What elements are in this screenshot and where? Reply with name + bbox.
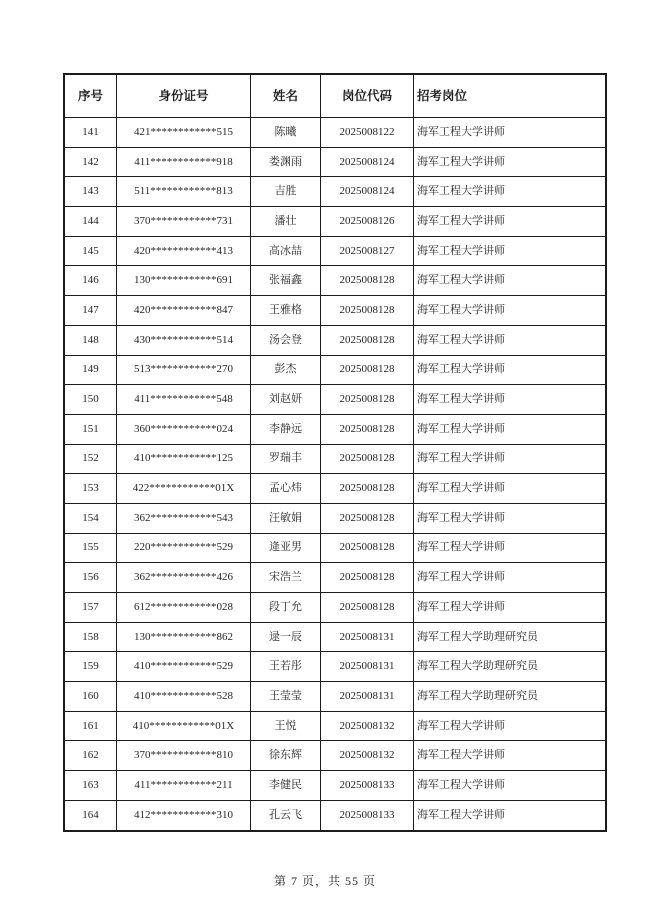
- cell-position-code: 2025008128: [321, 266, 414, 296]
- cell-name: 李健民: [251, 771, 321, 801]
- cell-serial-number: 158: [64, 622, 117, 652]
- cell-name: 孔云飞: [251, 800, 321, 830]
- table-row: [64, 711, 606, 741]
- cell-name: 彭杰: [251, 355, 321, 385]
- cell-id-number: 513************270: [117, 355, 251, 385]
- cell-id-number: 220************529: [117, 533, 251, 563]
- cell-id-number: 612************028: [117, 593, 251, 623]
- cell-id-number: 411************211: [117, 771, 251, 801]
- cell-position-code: 2025008124: [321, 147, 414, 177]
- cell-position-code: 2025008126: [321, 207, 414, 237]
- cell-serial-number: 148: [64, 325, 117, 355]
- cell-position-code: 2025008124: [321, 177, 414, 207]
- cell-position-code: 2025008131: [321, 622, 414, 652]
- cell-recruitment-position: 海军工程大学讲师: [414, 711, 607, 741]
- table-row: [64, 355, 606, 385]
- table-row: [64, 593, 606, 623]
- table-row: [64, 147, 606, 177]
- cell-name: 孟心炜: [251, 474, 321, 504]
- table-row: [64, 800, 606, 830]
- table-header: [64, 74, 606, 118]
- table-row: [64, 385, 606, 415]
- cell-recruitment-position: 海军工程大学讲师: [414, 593, 607, 623]
- table-row: [64, 741, 606, 771]
- cell-serial-number: 161: [64, 711, 117, 741]
- cell-serial-number: 143: [64, 177, 117, 207]
- cell-position-code: 2025008128: [321, 296, 414, 326]
- cell-id-number: 130************691: [117, 266, 251, 296]
- cell-serial-number: 151: [64, 414, 117, 444]
- table-row: [64, 771, 606, 801]
- cell-name: 汤会登: [251, 325, 321, 355]
- table-row: [64, 652, 606, 682]
- cell-serial-number: 162: [64, 741, 117, 771]
- cell-serial-number: 147: [64, 296, 117, 326]
- header-serial-number: 序号: [64, 74, 117, 118]
- cell-serial-number: 150: [64, 385, 117, 415]
- cell-position-code: 2025008132: [321, 711, 414, 741]
- cell-recruitment-position: 海军工程大学讲师: [414, 207, 607, 237]
- cell-name: 罗瑞丰: [251, 444, 321, 474]
- table-row: [64, 503, 606, 533]
- cell-recruitment-position: 海军工程大学讲师: [414, 741, 607, 771]
- cell-name: 娄渊雨: [251, 147, 321, 177]
- cell-id-number: 411************548: [117, 385, 251, 415]
- cell-id-number: 362************543: [117, 503, 251, 533]
- cell-position-code: 2025008128: [321, 325, 414, 355]
- cell-serial-number: 141: [64, 118, 117, 148]
- table-row: [64, 563, 606, 593]
- table-row: [64, 474, 606, 504]
- cell-recruitment-position: 海军工程大学讲师: [414, 385, 607, 415]
- cell-serial-number: 149: [64, 355, 117, 385]
- cell-position-code: 2025008132: [321, 741, 414, 771]
- cell-serial-number: 163: [64, 771, 117, 801]
- cell-serial-number: 160: [64, 682, 117, 712]
- page-number-indicator: 第 7 页，共 55 页: [273, 874, 376, 888]
- cell-position-code: 2025008131: [321, 652, 414, 682]
- table-row: [64, 533, 606, 563]
- table-row: [64, 266, 606, 296]
- cell-id-number: 410************528: [117, 682, 251, 712]
- cell-id-number: 422************01X: [117, 474, 251, 504]
- cell-serial-number: 152: [64, 444, 117, 474]
- cell-id-number: 410************125: [117, 444, 251, 474]
- cell-id-number: 430************514: [117, 325, 251, 355]
- cell-serial-number: 153: [64, 474, 117, 504]
- cell-position-code: 2025008133: [321, 800, 414, 830]
- table-row: [64, 207, 606, 237]
- table-body: [64, 118, 606, 831]
- cell-name: 段丁允: [251, 593, 321, 623]
- cell-id-number: 411************918: [117, 147, 251, 177]
- cell-serial-number: 159: [64, 652, 117, 682]
- table-row: [64, 444, 606, 474]
- cell-name: 潘壮: [251, 207, 321, 237]
- cell-recruitment-position: 海军工程大学讲师: [414, 444, 607, 474]
- cell-recruitment-position: 海军工程大学讲师: [414, 177, 607, 207]
- cell-recruitment-position: 海军工程大学助理研究员: [414, 622, 607, 652]
- cell-name: 王莹莹: [251, 682, 321, 712]
- cell-name: 陈曦: [251, 118, 321, 148]
- cell-recruitment-position: 海军工程大学讲师: [414, 236, 607, 266]
- cell-id-number: 420************413: [117, 236, 251, 266]
- cell-position-code: 2025008127: [321, 236, 414, 266]
- cell-recruitment-position: 海军工程大学讲师: [414, 147, 607, 177]
- cell-serial-number: 155: [64, 533, 117, 563]
- cell-id-number: 421************515: [117, 118, 251, 148]
- cell-id-number: 410************01X: [117, 711, 251, 741]
- table-row: [64, 236, 606, 266]
- cell-id-number: 130************862: [117, 622, 251, 652]
- cell-name: 徐东辉: [251, 741, 321, 771]
- table-row: [64, 622, 606, 652]
- cell-serial-number: 164: [64, 800, 117, 830]
- cell-id-number: 410************529: [117, 652, 251, 682]
- cell-id-number: 362************426: [117, 563, 251, 593]
- cell-id-number: 412************310: [117, 800, 251, 830]
- table-header-row: [64, 74, 606, 118]
- cell-serial-number: 146: [64, 266, 117, 296]
- cell-recruitment-position: 海军工程大学助理研究员: [414, 652, 607, 682]
- cell-id-number: 360************024: [117, 414, 251, 444]
- cell-position-code: 2025008128: [321, 503, 414, 533]
- cell-name: 李静远: [251, 414, 321, 444]
- cell-position-code: 2025008128: [321, 385, 414, 415]
- header-name: 姓名: [251, 74, 321, 118]
- cell-position-code: 2025008128: [321, 533, 414, 563]
- header-recruitment-position: 招考岗位: [414, 74, 607, 118]
- cell-id-number: 420************847: [117, 296, 251, 326]
- cell-name: 刘赵妍: [251, 385, 321, 415]
- cell-recruitment-position: 海军工程大学讲师: [414, 563, 607, 593]
- cell-serial-number: 157: [64, 593, 117, 623]
- cell-recruitment-position: 海军工程大学助理研究员: [414, 682, 607, 712]
- cell-position-code: 2025008128: [321, 414, 414, 444]
- cell-position-code: 2025008128: [321, 355, 414, 385]
- cell-name: 高冰喆: [251, 236, 321, 266]
- table-row: [64, 118, 606, 148]
- cell-name: 王悦: [251, 711, 321, 741]
- header-position-code: 岗位代码: [321, 74, 414, 118]
- cell-position-code: 2025008128: [321, 563, 414, 593]
- cell-position-code: 2025008128: [321, 444, 414, 474]
- cell-name: 王雅格: [251, 296, 321, 326]
- cell-name: 逯一辰: [251, 622, 321, 652]
- cell-recruitment-position: 海军工程大学讲师: [414, 474, 607, 504]
- table-row: [64, 296, 606, 326]
- table-row: [64, 325, 606, 355]
- cell-position-code: 2025008122: [321, 118, 414, 148]
- cell-recruitment-position: 海军工程大学讲师: [414, 800, 607, 830]
- cell-recruitment-position: 海军工程大学讲师: [414, 296, 607, 326]
- cell-name: 张福鑫: [251, 266, 321, 296]
- cell-position-code: 2025008133: [321, 771, 414, 801]
- cell-name: 宋浩兰: [251, 563, 321, 593]
- cell-position-code: 2025008128: [321, 593, 414, 623]
- cell-serial-number: 154: [64, 503, 117, 533]
- cell-recruitment-position: 海军工程大学讲师: [414, 503, 607, 533]
- cell-recruitment-position: 海军工程大学讲师: [414, 414, 607, 444]
- recruitment-roster-table: [63, 73, 607, 832]
- table-row: [64, 177, 606, 207]
- cell-serial-number: 145: [64, 236, 117, 266]
- table-row: [64, 682, 606, 712]
- cell-recruitment-position: 海军工程大学讲师: [414, 266, 607, 296]
- table-row: [64, 414, 606, 444]
- cell-recruitment-position: 海军工程大学讲师: [414, 771, 607, 801]
- cell-name: 逄亚男: [251, 533, 321, 563]
- cell-name: 王若彤: [251, 652, 321, 682]
- header-id-number: 身份证号: [117, 74, 251, 118]
- cell-recruitment-position: 海军工程大学讲师: [414, 533, 607, 563]
- cell-position-code: 2025008131: [321, 682, 414, 712]
- cell-id-number: 370************810: [117, 741, 251, 771]
- cell-serial-number: 144: [64, 207, 117, 237]
- cell-recruitment-position: 海军工程大学讲师: [414, 355, 607, 385]
- cell-id-number: 511************813: [117, 177, 251, 207]
- cell-name: 汪敏娟: [251, 503, 321, 533]
- cell-id-number: 370************731: [117, 207, 251, 237]
- cell-serial-number: 142: [64, 147, 117, 177]
- cell-serial-number: 156: [64, 563, 117, 593]
- cell-recruitment-position: 海军工程大学讲师: [414, 325, 607, 355]
- cell-recruitment-position: 海军工程大学讲师: [414, 118, 607, 148]
- cell-position-code: 2025008128: [321, 474, 414, 504]
- cell-name: 吉胜: [251, 177, 321, 207]
